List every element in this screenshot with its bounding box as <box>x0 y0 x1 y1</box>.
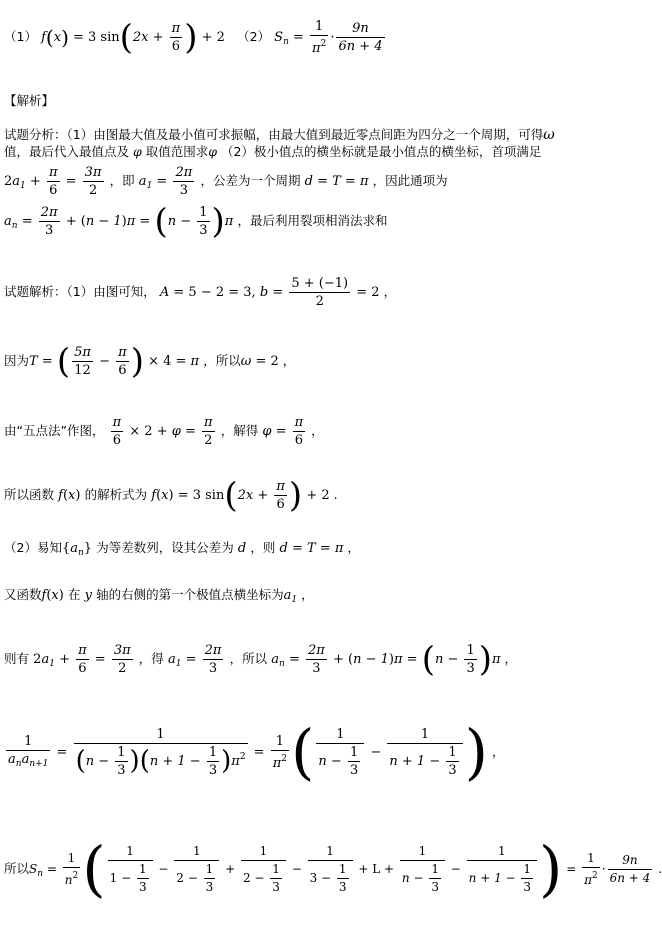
analysis-text-3a: ，即 <box>109 173 135 188</box>
solution-text-6b: 在 <box>67 587 81 602</box>
solution-text-6a: 又函数 <box>4 587 42 602</box>
analysis-text-2a: 值，最后代入最值点及 <box>4 144 130 159</box>
solution-line-8: $\frac{1}{a_na_{n+1}}$ = 1 (n − $\frac{1}{3}$ )(n + 1 − $\frac{1}{3}$ )$\pi^2$ = $\frac{1}{\pi^2}$ ( 1 n − $\frac{1}{3}$ − 1 n + 1 − $\frac{1}{3}$ ) ， <box>8 717 505 788</box>
solution-line-7: 则有 $2a_1$ + $\frac{\pi}{6}$ = $\frac{3\pi}{2}$ ，得 $a_1$ = $\frac{2\pi}{3}$ ，所以 $a_n$ = $\frac{2\pi}{3}$ + (n − 1)π = (n − $\frac{1}{3}$ )π ， <box>4 639 518 680</box>
analysis-text-1: 试题分析：（1）由图最大值及最小值可求振幅，由最大值到最近零点间距为四分之一个周期，可得 <box>4 127 544 142</box>
solution-text-7b: ，得 <box>138 651 164 666</box>
solution-line-4: 所以函数 f(x) 的解析式为 f(x) = 3 sin(2x + $\frac{\pi}{6}$ ) + 2 . <box>4 475 338 516</box>
solution-text-7c: ，所以 <box>229 651 268 666</box>
solution-line-9: 所以$S_n$ = $\frac{1}{n^2}$ ( 1 1 − $\frac{1}{3}$ − 1 2 − $\frac{1}{3}$ + 1 2 − $\frac{1}{3}$ − 1 3 − $\frac{1}{3}$ + L + 1 n − $\frac{1}{3}$ − 1 n + 1 − $\frac{1}{3}$ ) = $\frac{1}{\pi^2}$ · $\frac{9n}{6n + 4}$ . <box>4 834 662 905</box>
analysis-text-3b: ，公差为一个周期 <box>200 173 301 188</box>
solution-text-3a: 由“五点法”作图， <box>4 423 105 438</box>
solution-text-6c: 轴的右侧的第一个极值点横坐标为 <box>96 587 284 602</box>
solution-text-3b: ，解得 <box>220 423 259 438</box>
analysis-text-3c: ，因此通项为 <box>372 173 448 188</box>
analysis-line-4: $a_n$ = $\frac{2\pi}{3}$ + (n − 1)π = (n − $\frac{1}{3}$ )π ，最后利用裂项相消法求和 <box>4 201 388 242</box>
answer-formula-1: f(x) = 3 sin(2x + $\frac{\pi}{6}$ ) + 2 <box>41 17 225 58</box>
solution-line-3: 由“五点法”作图， $\frac{\pi}{6}$ × 2 + φ = $\frac{\pi}{2}$ ，解得 φ = $\frac{\pi}{6}$ ， <box>4 415 324 448</box>
analysis-line-2: 值，最后代入最值点及 φ 取值范围求φ （2）极小值点的横坐标就是最小值点的横坐标，首项满足 <box>4 144 542 159</box>
solution-text-4a: 所以函数 <box>4 487 55 502</box>
analysis-text-2c: （2）极小值点的横坐标就是最小值点的横坐标，首项满足 <box>220 144 542 159</box>
analysis-text-4: ，最后利用裂项相消法求和 <box>237 213 388 228</box>
analysis-text-2b: 取值范围求 <box>145 144 209 159</box>
analysis-line-3: $2a_1$ + $\frac{\pi}{6}$ = $\frac{3\pi}{2}$ ，即 $a_1$ = $\frac{2\pi}{3}$ ，公差为一个周期 d = T = π ，因此通项为 <box>4 165 448 198</box>
solution-line-1: 试题解析：（1）由图可知， A = 5 − 2 = 3, b = $\frac{5 + (-1)}{2}$ = 2 ， <box>4 276 397 309</box>
analysis-line-1: 试题分析：（1）由图最大值及最小值可求振幅，由最大值到最近零点间距为四分之一个周期，可得ω <box>4 127 555 143</box>
solution-text-2: 因为 <box>4 353 30 368</box>
solution-text-2b: ，所以 <box>203 353 241 368</box>
solution-text-5b: 为等差数列，设其公差为 <box>96 540 234 555</box>
solution-text-5c: ，则 <box>250 540 276 555</box>
answer-formula-2: $S_n$ = $\frac{1}{\pi^2}$ · $\frac{9n}{6n + 4}$ <box>274 19 383 56</box>
solution-text-9a: 所以 <box>4 861 30 876</box>
solution-text-5a: （2）易知 <box>4 540 62 555</box>
solution-text-7a: 则有 <box>4 651 30 666</box>
solution-line-5: （2）易知$\{a_n\}$ 为等差数列，设其公差为 d ，则 d = T = π ， <box>4 540 360 558</box>
solution-text-4b: 的解析式为 <box>84 487 148 502</box>
answer-line <box>4 18 387 57</box>
answer-part2-label: （2） <box>237 29 271 44</box>
answer-part1-label: （1） <box>4 29 37 44</box>
solution-line-6: 又函数f(x) 在 y 轴的右侧的第一个极值点横坐标为$a_1$ ， <box>4 587 314 605</box>
solution-line-2: 因为T = ( $\frac{5\pi}{12}$ − $\frac{\pi}{6}$ ) × 4 = π ，所以ω = 2 ， <box>4 341 296 382</box>
analysis-heading: 【解析】 <box>4 93 55 108</box>
solution-text-1: 试题解析：（1）由图可知， <box>4 284 156 299</box>
